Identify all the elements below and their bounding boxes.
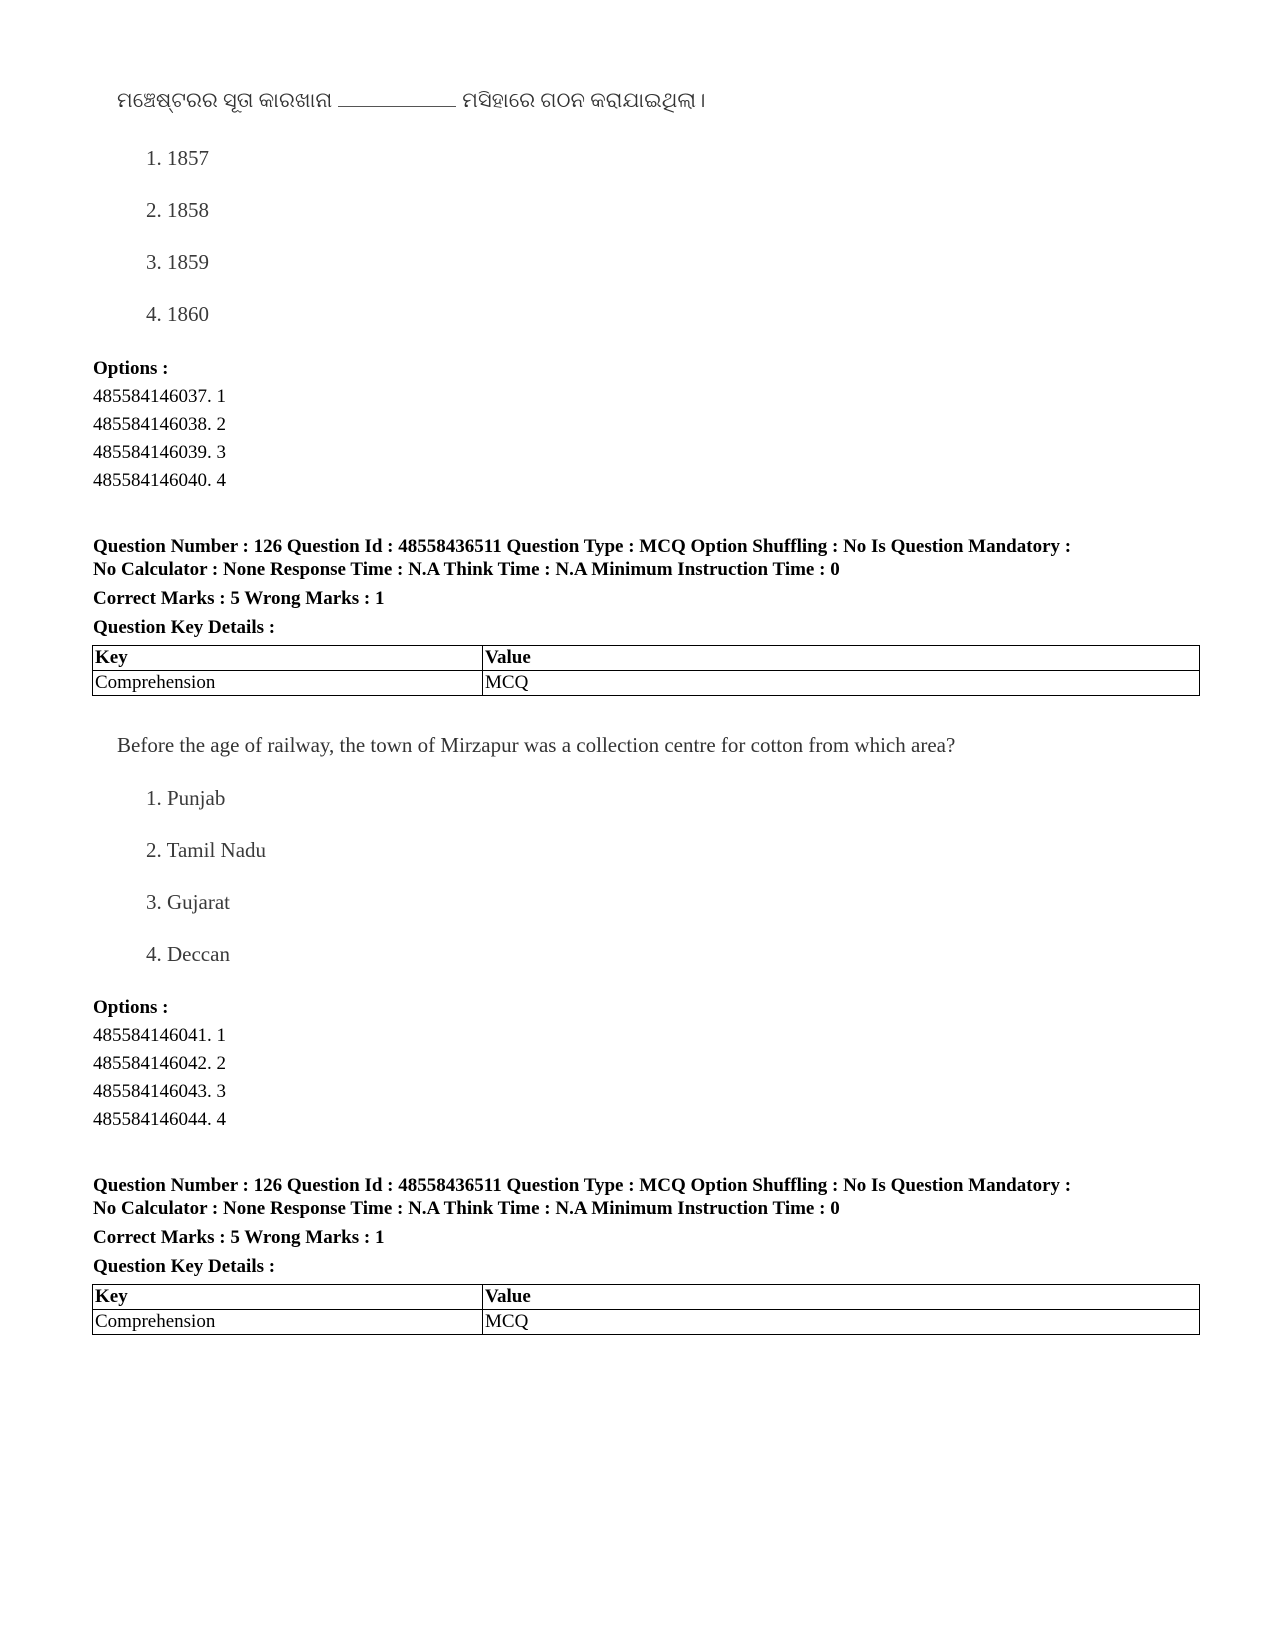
question-b-option-1: 485584146041. 1	[93, 1025, 226, 1046]
question-b-option-2: 485584146042. 2	[93, 1053, 226, 1074]
meta-1-line-2: No Calculator : None Response Time : N.A Think Time : N.A Minimum Instruction Time : 0	[93, 559, 840, 580]
question-a-stem-after: ମସିହାରେ ଗଠନ କରାଯାଇଥିଲା।	[462, 88, 706, 112]
question-a-option-3: 485584146039. 3	[93, 442, 226, 463]
meta-1-line-1: Question Number : 126 Question Id : 48558436511 Question Type : MCQ Option Shuffling : No Is Question Mandatory :	[93, 536, 1072, 557]
meta-1-key-details-label: Question Key Details :	[93, 617, 276, 638]
question-b-choice-1: 1. Punjab	[146, 786, 226, 810]
question-b-option-4: 485584146044. 4	[93, 1109, 226, 1130]
key-table-1-cell-value: MCQ	[483, 671, 1200, 696]
key-table-2-cell-key: Comprehension	[93, 1310, 483, 1335]
key-table-1-header-value: Value	[483, 646, 1200, 671]
question-b-choice-2: 2. Tamil Nadu	[146, 838, 267, 862]
meta-2-key-details-label: Question Key Details :	[93, 1256, 276, 1277]
meta-1-marks: Correct Marks : 5 Wrong Marks : 1	[93, 588, 385, 609]
key-table-2-cell-value: MCQ	[483, 1310, 1200, 1335]
meta-2-line-1: Question Number : 126 Question Id : 48558436511 Question Type : MCQ Option Shuffling : No Is Question Mandatory :	[93, 1175, 1072, 1196]
meta-2-line-2: No Calculator : None Response Time : N.A Think Time : N.A Minimum Instruction Time : 0	[93, 1198, 840, 1219]
key-table-1	[92, 645, 1200, 696]
question-a-stem	[117, 88, 706, 113]
question-b-option-3: 485584146043. 3	[93, 1081, 226, 1102]
key-table-1-cell-key: Comprehension	[93, 671, 483, 696]
question-a-option-1: 485584146037. 1	[93, 386, 226, 407]
question-b-stem: Before the age of railway, the town of Mirzapur was a collection centre for cotton from which area?	[117, 733, 956, 757]
question-a-choice-4: 4. 1860	[146, 302, 209, 326]
table-row	[93, 671, 1200, 696]
question-a-choice-3: 3. 1859	[146, 250, 209, 274]
question-a-choice-1: 1. 1857	[146, 146, 209, 170]
key-table-2-header-value: Value	[483, 1285, 1200, 1310]
key-table-1-header-key: Key	[93, 646, 483, 671]
question-a-choice-2: 2. 1858	[146, 198, 209, 222]
key-table-2-header-key: Key	[93, 1285, 483, 1310]
key-table-2	[92, 1284, 1200, 1335]
question-a-options-label: Options :	[93, 358, 169, 379]
question-b-choice-3: 3. Gujarat	[146, 890, 230, 914]
question-b-choice-4: 4. Deccan	[146, 942, 230, 966]
fill-blank-line	[338, 92, 456, 107]
key-table-1-header	[93, 646, 1200, 671]
key-table-2-header	[93, 1285, 1200, 1310]
table-row	[93, 1310, 1200, 1335]
question-a-stem-before: ମଞ୍ଚେଷ୍ଟରର ସୂତା କାରଖାନା	[117, 88, 333, 112]
question-a-option-2: 485584146038. 2	[93, 414, 226, 435]
meta-2-marks: Correct Marks : 5 Wrong Marks : 1	[93, 1227, 385, 1248]
question-a-option-4: 485584146040. 4	[93, 470, 226, 491]
question-b-options-label: Options :	[93, 997, 169, 1018]
